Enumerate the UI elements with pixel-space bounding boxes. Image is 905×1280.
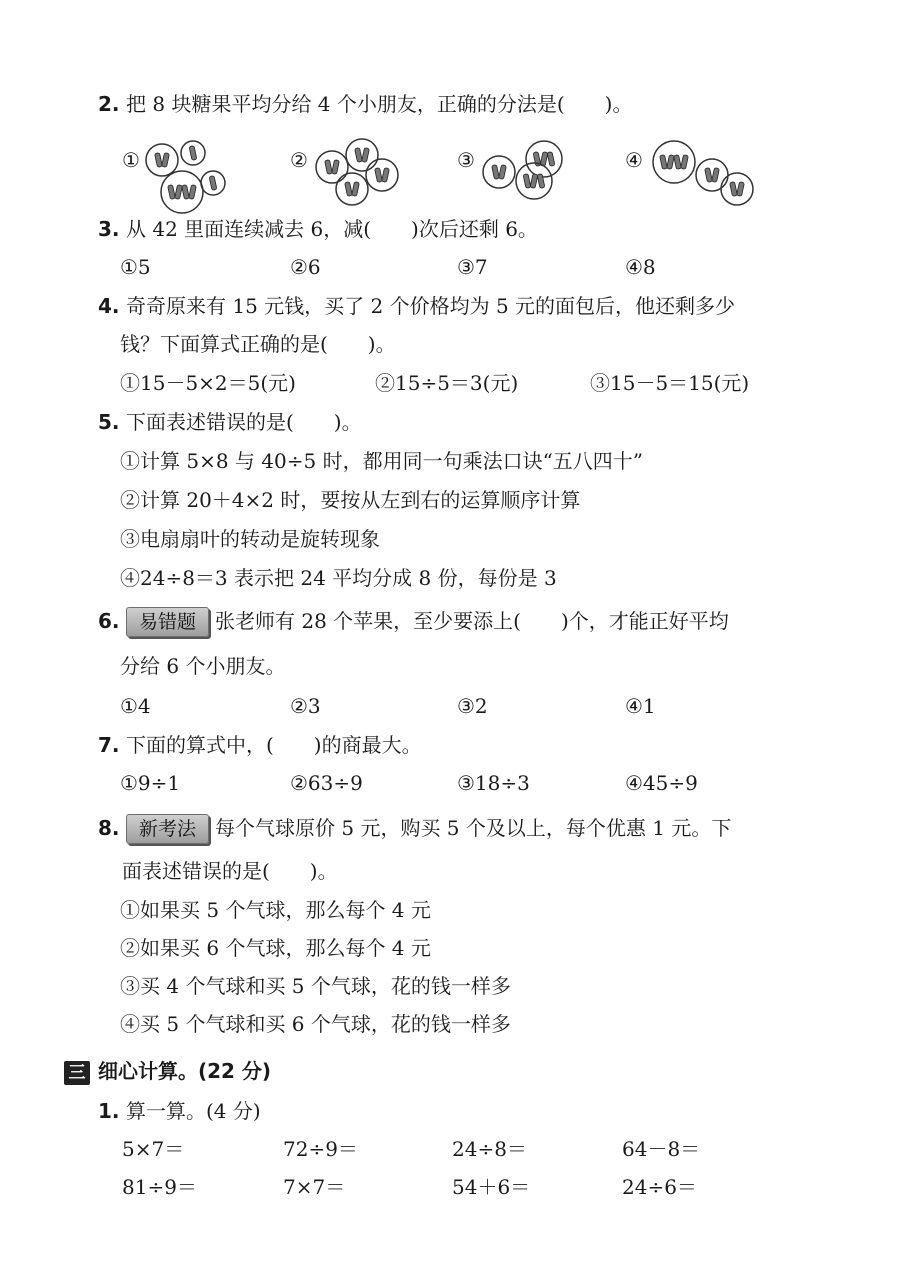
candy-group [515, 162, 553, 204]
candy-icon [355, 148, 363, 163]
q7-text: 下面的算式中，( )的商最大。 [126, 733, 422, 757]
q8-text-line1: 每个气球原价 5 元，购买 5 个及以上，每个优惠 1 元。下 [215, 816, 732, 840]
group-circle [366, 159, 398, 191]
candy-icon [667, 155, 675, 170]
section-number-icon: 三 [64, 1061, 90, 1085]
q3-option-3[interactable]: ③7 [457, 255, 488, 279]
q4-text-line1: 奇奇原来有 15 元钱，买了 2 个价格均为 5 元的面包后，他还剩多少 [126, 294, 736, 318]
q6-text-line2: 分给 6 个小朋友。 [120, 654, 286, 678]
candy-group-drawing [720, 172, 754, 206]
q3-text: 从 42 里面连续减去 6，减( )次后还剩 6。 [126, 217, 538, 241]
candy-group [200, 170, 226, 200]
candy-icon [523, 174, 531, 189]
candy-icon [660, 155, 668, 170]
calc-2-3[interactable]: 54＋6＝ [452, 1175, 531, 1199]
q6-number: 6. [98, 609, 120, 633]
q7-number: 7. [98, 733, 120, 757]
q5-item-1[interactable]: ①计算 5×8 与 40÷5 时，都用同一句乘法口诀“五八四十” [120, 449, 644, 473]
candy-icon [175, 185, 183, 200]
q8-item-1[interactable]: ①如果买 5 个气球，那么每个 4 元 [120, 898, 431, 922]
candy-group-drawing [160, 170, 204, 214]
candy-icon [674, 155, 682, 170]
q2-option-1-label[interactable]: ① [122, 148, 140, 172]
q8-number: 8. [98, 816, 120, 840]
q2-number: 2. [98, 92, 120, 116]
candy-icon [712, 168, 720, 183]
candy-group-drawing [365, 158, 399, 192]
candy-icon [499, 165, 507, 180]
q5-item-3[interactable]: ③电扇扇叶的转动是旋转现象 [120, 527, 380, 551]
candy-group-drawing [180, 140, 206, 166]
q2-option-4-label[interactable]: ④ [625, 148, 643, 172]
candy-icon [155, 153, 163, 168]
candy-icon [375, 168, 383, 183]
candy-icon [168, 185, 176, 200]
sub-question-title: 算一算。(4 分) [126, 1099, 261, 1123]
calc-2-1[interactable]: 81÷9＝ [122, 1175, 197, 1199]
sub-question-number: 1. [98, 1099, 120, 1123]
q3-option-1[interactable]: ①5 [120, 255, 151, 279]
q2-text: 把 8 块糖果平均分给 4 个小朋友，正确的分法是( )。 [126, 92, 633, 116]
group-circle [653, 141, 695, 183]
q4-number: 4. [98, 294, 120, 318]
candy-icon [209, 176, 217, 191]
calc-2-4[interactable]: 24÷6＝ [622, 1175, 697, 1199]
candy-icon [681, 155, 689, 170]
candy-group-drawing [335, 172, 369, 206]
calc-2-2[interactable]: 7×7＝ [283, 1175, 346, 1199]
q8-line1 [126, 814, 731, 844]
error-prone-badge: 易错题 [126, 607, 209, 637]
q5-item-4[interactable]: ④24÷8＝3 表示把 24 平均分成 8 份，每份是 3 [120, 566, 557, 590]
q6-option-4[interactable]: ④1 [625, 694, 656, 718]
candy-icon [382, 168, 390, 183]
candy-group-drawing [515, 162, 553, 200]
q7-option-4[interactable]: ④45÷9 [625, 771, 698, 795]
candy-group [720, 172, 754, 210]
q5-text: 下面表述错误的是( )。 [126, 410, 362, 434]
q7-option-2[interactable]: ②63÷9 [290, 771, 363, 795]
candy-icon [162, 153, 170, 168]
candy-group [365, 158, 399, 196]
calc-1-3[interactable]: 24÷8＝ [452, 1137, 527, 1161]
q8-text-line2: 面表述错误的是( )。 [122, 859, 338, 883]
q6-option-3[interactable]: ③2 [457, 694, 488, 718]
candy-icon [189, 185, 197, 200]
candy-group-drawing [482, 155, 516, 189]
q4-option-3[interactable]: ③15－5＝15(元) [590, 371, 750, 395]
group-circle [161, 171, 203, 213]
new-method-badge: 新考法 [126, 814, 209, 844]
calc-1-1[interactable]: 5×7＝ [122, 1137, 185, 1161]
candy-group [180, 140, 206, 170]
candy-icon [537, 174, 545, 189]
q8-item-2[interactable]: ②如果买 6 个气球，那么每个 4 元 [120, 936, 431, 960]
q6-option-1[interactable]: ①4 [120, 694, 151, 718]
candy-icon [705, 168, 713, 183]
group-circle [721, 173, 753, 205]
section-3-title: 细心计算。(22 分) [98, 1059, 272, 1083]
candy-group-drawing [652, 140, 696, 184]
group-circle [483, 156, 515, 188]
q6-line1 [126, 607, 729, 637]
q2-option-2-label[interactable]: ② [290, 148, 308, 172]
q4-option-2[interactable]: ②15÷5＝3(元) [375, 371, 519, 395]
candy-group [652, 140, 696, 188]
candy-group [335, 172, 369, 210]
calc-1-4[interactable]: 64－8＝ [622, 1137, 701, 1161]
q8-item-3[interactable]: ③买 4 个气球和买 5 个气球，花的钱一样多 [120, 974, 511, 998]
candy-icon [182, 185, 190, 200]
candy-icon [325, 160, 333, 175]
q7-option-1[interactable]: ①9÷1 [120, 771, 181, 795]
candy-icon [730, 182, 738, 197]
calc-1-2[interactable]: 72÷9＝ [283, 1137, 358, 1161]
q3-number: 3. [98, 217, 120, 241]
q5-number: 5. [98, 410, 120, 434]
q6-text-line1: 张老师有 28 个苹果，至少要添上( )个，才能正好平均 [215, 609, 729, 633]
q5-item-2[interactable]: ②计算 20＋4×2 时，要按从左到右的运算顺序计算 [120, 488, 581, 512]
q6-option-2[interactable]: ②3 [290, 694, 321, 718]
q7-option-3[interactable]: ③18÷3 [457, 771, 530, 795]
candy-group [160, 170, 204, 218]
q4-option-1[interactable]: ①15－5×2＝5(元) [120, 371, 296, 395]
candy-group-drawing [200, 170, 226, 196]
candy-icon [345, 182, 353, 197]
q3-option-2[interactable]: ②6 [290, 255, 321, 279]
candy-group [482, 155, 516, 193]
candy-icon [737, 182, 745, 197]
q4-text-line2: 钱？下面算式正确的是( )。 [120, 332, 396, 356]
candy-icon [352, 182, 360, 197]
candy-icon [492, 165, 500, 180]
candy-icon [189, 146, 197, 161]
candy-icon [530, 174, 538, 189]
q3-option-4[interactable]: ④8 [625, 255, 656, 279]
section-3-header [64, 1057, 271, 1085]
q2-option-3-label[interactable]: ③ [457, 148, 475, 172]
group-circle [336, 173, 368, 205]
q8-item-4[interactable]: ④买 5 个气球和买 6 个气球，花的钱一样多 [120, 1012, 511, 1036]
